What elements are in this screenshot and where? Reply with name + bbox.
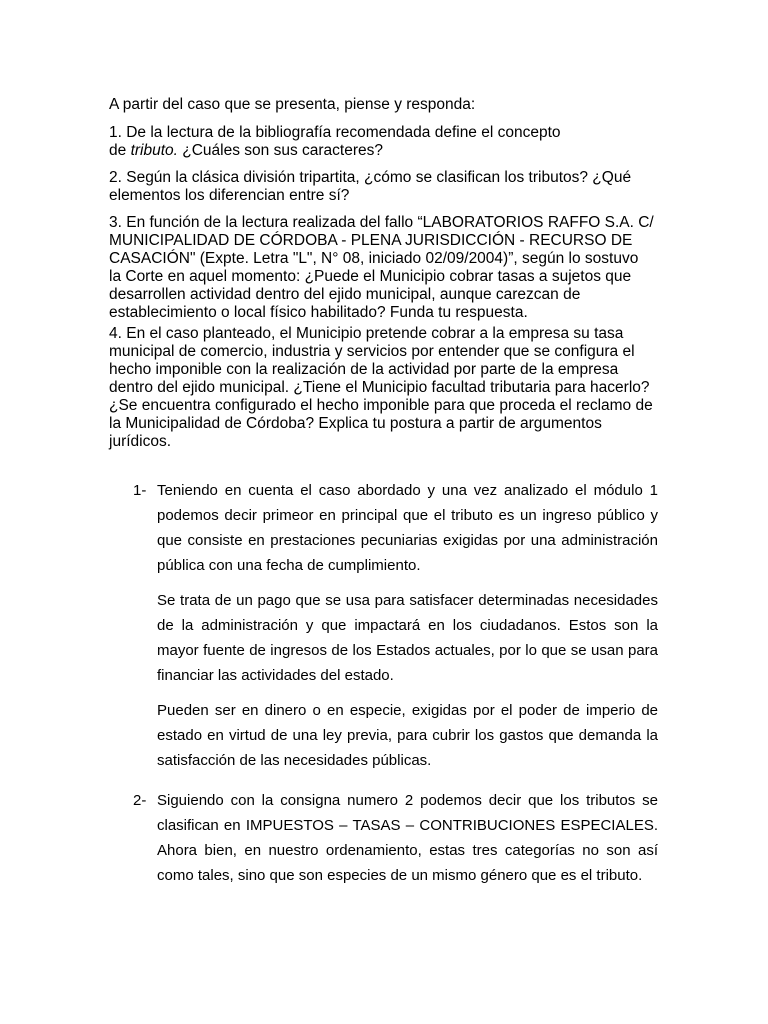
question-1 — [109, 124, 564, 160]
answer-2-body — [157, 788, 658, 888]
answer-2-paragraph: Siguiendo con la consigna numero 2 podemos decir que los tributos se clasifican en IMPUESTOS – TASAS – CONTRIBUCIONES ESPECIALES. Ahora bien, en nuestro ordenamiento, estas tres categorías no son así como tales, sino que son especies de un mismo género que es el tributo. — [157, 792, 658, 884]
answer-1 — [133, 478, 658, 773]
question-1-text: 1. De la lectura de la bibliografía recomendada define el concepto de — [109, 124, 561, 159]
answer-1-number: 1- — [133, 482, 147, 499]
answer-2 — [133, 788, 658, 888]
question-1-text-end: ¿Cuáles son sus caracteres? — [177, 142, 383, 159]
question-1-italic-term: tributo. — [130, 142, 178, 159]
answer-1-paragraph: Teniendo en cuenta el caso abordado y una vez analizado el módulo 1 podemos decir primeor en principal que el tributo es un ingreso público y que consiste en prestaciones pecuniarias exigidas por una administración pública con una fecha de cumplimiento. — [157, 482, 658, 574]
answer-1-body — [157, 478, 658, 773]
answer-1-paragraph: Pueden ser en dinero o en especie, exigidas por el poder de imperio de estado en virtud de una ley previa, para cubrir los gastos que demanda la satisfacción de las necesidades públicas. — [157, 702, 658, 769]
answer-2-number: 2- — [133, 792, 147, 809]
question-4: 4. En el caso planteado, el Municipio pretende cobrar a la empresa su tasa municipal de comercio, industria y servicios por entender que se configura el hecho imponible con la realización de la actividad por parte de la empresa dentro del ejido municipal. ¿Tiene el Municipio facultad tributaria para hacerlo? ¿Se encuentra configurado el hecho imponible para que proceda el reclamo de la Municipalidad de Córdoba? Explica tu postura a partir de argumentos jurídicos. — [109, 325, 653, 450]
question-2: 2. Según la clásica división tripartita, ¿cómo se clasifican los tributos? ¿Qué elementos los diferencian entre sí? — [109, 169, 632, 204]
question-3: 3. En función de la lectura realizada del fallo “LABORATORIOS RAFFO S.A. C/ MUNICIPALIDAD DE CÓRDOBA - PLENA JURISDICCIÓN - RECURSO DE CASACIÓN" (Expte. Letra "L", N° 08, iniciado 02/09/2004)”, según lo sostuvo la Corte en aquel momento: ¿Puede el Municipio cobrar tasas a sujetos que desarrollen actividad dentro del ejido municipal, aunque carezcan de establecimiento o local físico habilitado? Funda tu respuesta. — [109, 214, 654, 321]
answer-1-paragraph: Se trata de un pago que se usa para satisfacer determinadas necesidades de la administración y que impactará en los ciudadanos. Estos son la mayor fuente de ingresos de los Estados actuales, por lo que se usan para financiar las actividades del estado. — [157, 592, 658, 684]
intro-line: A partir del caso que se presenta, piense y responda: — [109, 96, 476, 113]
